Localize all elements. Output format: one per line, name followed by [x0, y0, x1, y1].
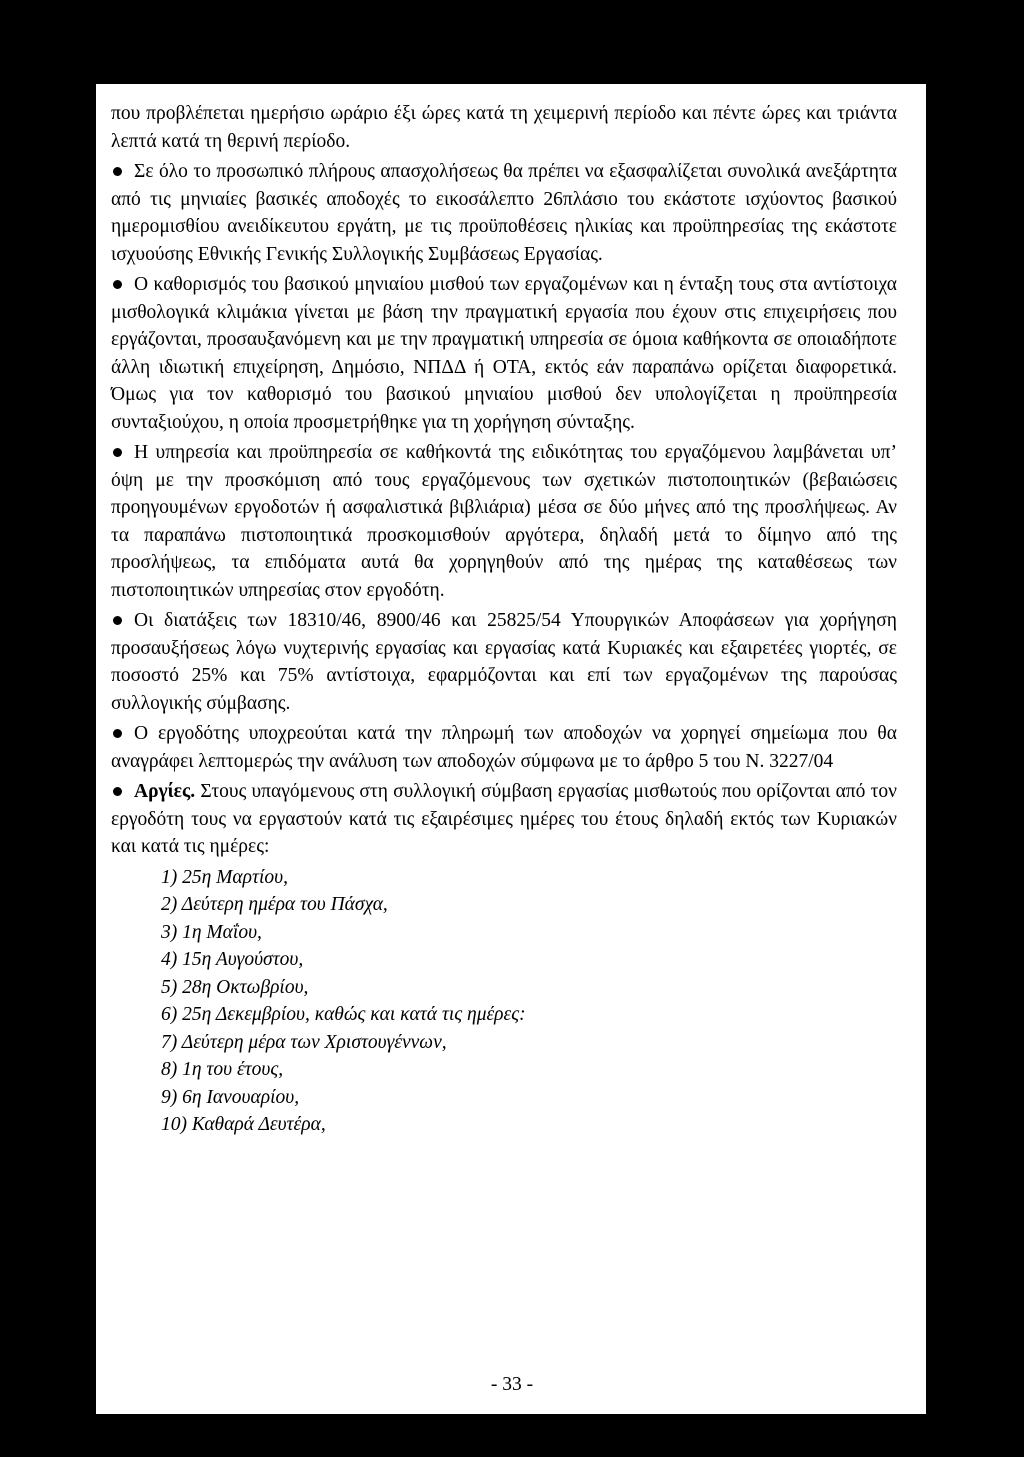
holiday-item: 5) 28η Οκτωβρίου, [161, 976, 309, 998]
holiday-item: 10) Καθαρά Δευτέρα, [161, 1114, 326, 1135]
holiday-item: 1) 25η Μαρτίου, [161, 866, 288, 888]
bullet-icon [113, 448, 122, 457]
holiday-item: 4) 15η Αυγούστου, [161, 949, 304, 970]
bullet-item [111, 607, 897, 717]
continuation-paragraph: που προβλέπεται ημερήσιο ωράριο έξι ώρες κατά τη χειμερινή περίοδο και πέντε ώρες και τριάντα λεπτά κατά τη θερινή περίοδο. [111, 103, 897, 152]
bullet-text: Οι διατάξεις των 18310/46, 8900/46 και 25825/54 Υπουργικών Αποφάσεων για χορήγηση προσαυξήσεως λόγω νυχτερινής εργασίας και εργασίας κατά Κυριακές και εξαιρετέες γιορτές, σε ποσοστό 25% και 75% αντίστοιχα, εφαρμόζονται και επί των εργαζομένων της παρούσας συλλογικής σύμβασης. [111, 610, 897, 714]
holiday-item: 7) Δεύτερη μέρα των Χριστουγέννων, [161, 1031, 447, 1053]
bullet-item [111, 158, 897, 268]
bullet-icon [113, 787, 122, 796]
bullet-icon [113, 167, 122, 176]
bullet-text: Ο εργοδότης υποχρεούται κατά την πληρωμή των αποδοχών να χορηγεί σημείωμα που θα αναγράφει λεπτομερώς την ανάλυση των αποδοχών σύμφωνα με το άρθρο 5 του Ν. 3227/04 [111, 723, 897, 772]
holidays-list [111, 864, 897, 1139]
holiday-item: 2) Δεύτερη ημέρα του Πάσχα, [161, 894, 388, 915]
bullet-icon [113, 616, 122, 625]
document-body [111, 100, 897, 1139]
bullet-item [111, 271, 897, 436]
holidays-paragraph [111, 778, 897, 861]
holidays-heading: Αργίες. [134, 781, 196, 802]
holiday-item: 9) 6η Ιανουαρίου, [161, 1086, 300, 1108]
bullet-item [111, 720, 897, 775]
bullet-item [111, 439, 897, 604]
bullet-icon [113, 729, 122, 738]
bullet-text: Η υπηρεσία και προϋπηρεσία σε καθήκοντά της ειδικότητας του εργαζόμενου λαμβάνεται υπ’ όψη με την προσκόμιση από τους εργαζόμενους των σχετικών πιστοποιητικών (βεβαιώσεις προηγουμένων εργοδοτών ή ασφαλιστικά βιβλιάρια) μέσα σε δύο μήνες από της προσλήψεως. Αν τα παραπάνω πιστοποιητικά προσκομισθούν αργότερα, δηλαδή μετά το δίμηνο από της προσλήψεως, τα επιδόματα αυτά θα χορηγηθούν από της ημέρας της καταθέσεως των πιστοποιητικών υπηρεσίας στον εργοδότη. [111, 442, 897, 601]
holidays-intro: Στους υπαγόμενους στη συλλογική σύμβαση εργασίας μισθωτούς που ορίζονται από τον εργοδότη τους να εργαστούν κατά τις εξαιρέσιμες ημέρες του έτους δηλαδή εκτός των Κυριακών και κατά τις ημέρες: [111, 781, 897, 857]
holiday-item: 6) 25η Δεκεμβρίου, καθώς και κατά τις ημέρες: [161, 1004, 526, 1025]
bullet-text: Ο καθορισμός του βασικού μηνιαίου μισθού των εργαζομένων και η ένταξη τους στα αντίστοιχα μισθολογικά κλιμάκια γίνεται με βάση την πραγματική εργασία που έχουν στις επιχειρήσεις που εργάζονται, προσαυξανόμενη και με την πραγματική υπηρεσία σε όμοια καθήκοντα σε οποιαδήποτε άλλη ιδιωτική επιχείρηση, Δημόσιο, ΝΠΔΔ ή ΟΤΑ, εκτός εάν παραπάνω ορίζεται διαφορετικά. Όμως για τον καθορισμό του βασικού μηνιαίου μισθού δεν υπολογίζεται η προϋπηρεσία συνταξιούχου, η οποία προσμετρήθηκε για τη χορήγηση σύνταξης. [111, 274, 897, 433]
holiday-item: 8) 1η του έτους, [161, 1059, 284, 1080]
bullet-text: Σε όλο το προσωπικό πλήρους απασχολήσεως θα πρέπει να εξασφαλίζεται συνολικά ανεξάρτητα από τις μηνιαίες βασικές αποδοχές το εικοσάλεπτο 26πλάσιο του εκάστοτε ισχύοντος βασικού ημερομισθίου ανειδίκευτου εργάτη, με τις προϋποθέσεις ηλικίας και προϋπηρεσίας της εκάστοτε ισχυούσης Εθνικής Γενικής Συλλογικής Συμβάσεως Εργασίας. [111, 161, 897, 265]
holiday-item: 3) 1η Μαΐου, [161, 921, 262, 943]
bullet-icon [113, 280, 122, 289]
page-number: - 33 - [490, 1374, 534, 1395]
